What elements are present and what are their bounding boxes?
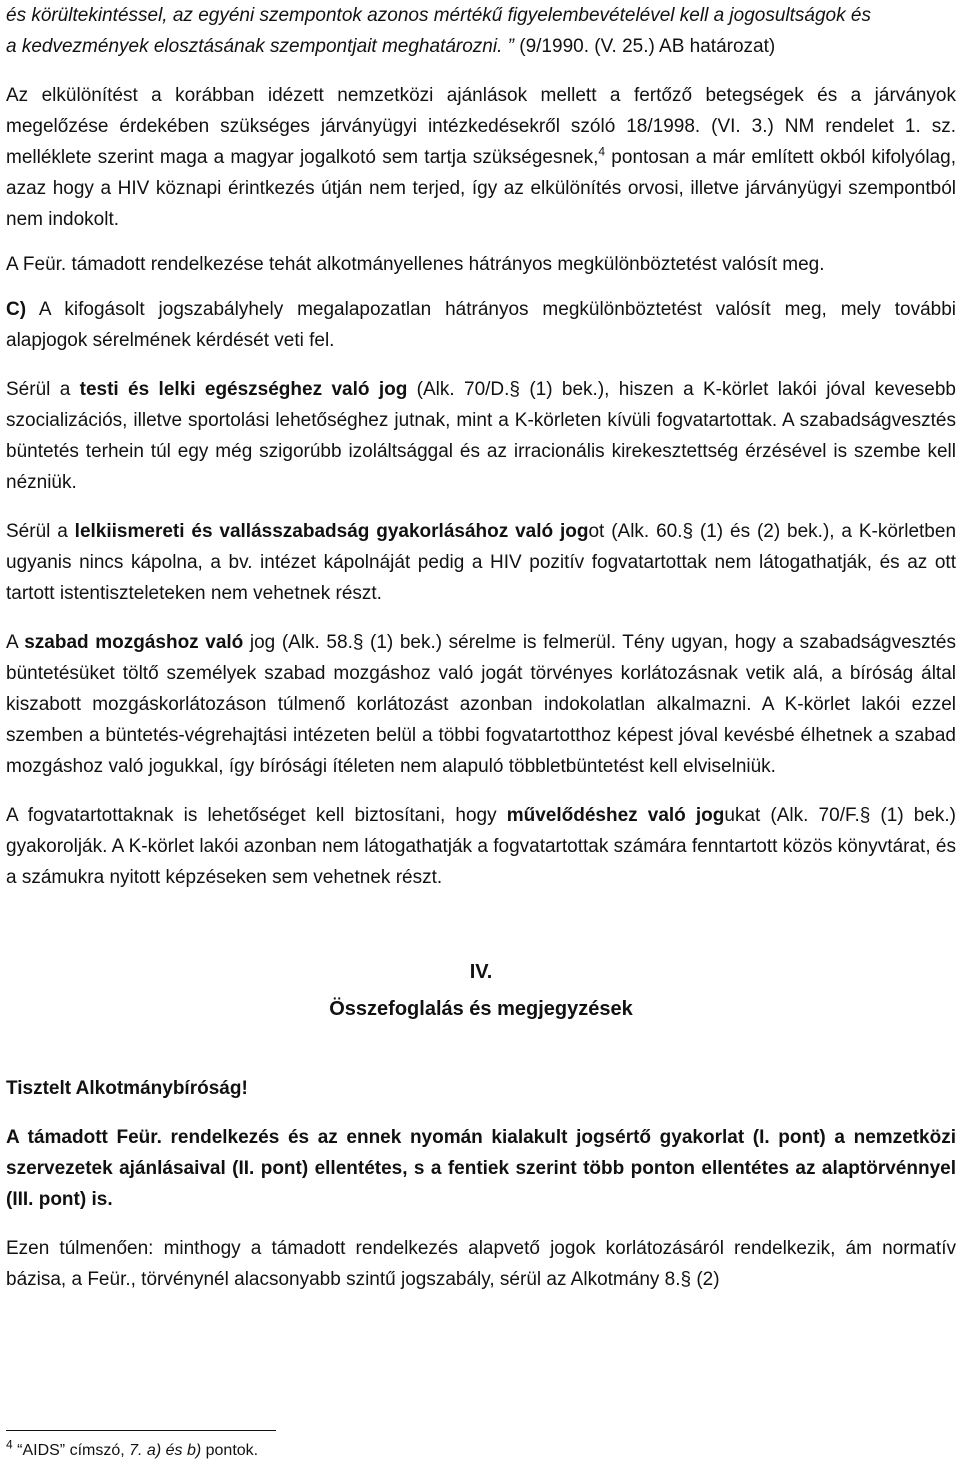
paragraph-health-c: (Alk. 70/D.§ (1) bek.), hiszen a K-körlet lakói jóval kevesebb szocializációs, illetve sportolási lehetőséghez jutnak, mint a K-körleten kívüli fogvatartottak. A szabadságvesztés büntetés terhein túl egy még szigorúbb izoláltsággal és az irracionális kirekesztettség érzésével is szembe kell nézniük. xyxy=(6,379,957,493)
paragraph-top xyxy=(6,0,956,62)
paragraph-beyond: Ezen túlmenően: minthogy a támadott rendelkezés alapvető jogok korlátozásáról rendelkezik, ám normatív bázisa, a Feür., törvénynél alacsonyabb szintű jogszabály, sérül az Alkotmány 8.§ (2) xyxy=(6,1238,956,1290)
paragraph-conscience-c: ot (Alk. 60.§ (1) és (2) bek.), a K-körletben ugyanis nincs kápolna, a bv. intézet kápolnáját pedig a HIV pozitív fogvatartottak nem látogathatják, és az ott tartott istentiszteleteken nem vehetnek részt. xyxy=(6,521,957,604)
footnote-text-a: “AIDS” címszó, xyxy=(12,1442,130,1459)
footnote xyxy=(6,1437,259,1462)
document-page xyxy=(6,0,956,1295)
salutation: Tisztelt Alkotmánybíróság! xyxy=(6,1078,248,1099)
paragraph-conscience xyxy=(6,516,956,609)
footnote-number: 4 xyxy=(6,1437,13,1452)
paragraph-c-text: A kifogásolt jogszabályhely megalapozatlan hátrányos megkülönböztetést valósít meg, mely további alapjogok sérelmének kérdését veti fel. xyxy=(6,299,956,351)
right-conscience: lelkiismereti és vallásszabadság gyakorlásához való jog xyxy=(74,521,589,542)
section-label-c: C) xyxy=(6,299,27,320)
paragraph-c xyxy=(6,294,956,356)
footnote-text-b: 7. a) és b) xyxy=(129,1442,202,1459)
paragraph-feur: A Feür. támadott rendelkezése tehát alkotmányellenes hátrányos megkülönböztetést valósít meg. xyxy=(6,254,825,275)
quote-line-2: a kedvezmények elosztásának szempontjait meghatározni. ” xyxy=(6,36,514,57)
quote-line-1: és körültekintéssel, az egyéni szempontok azonos mértékű figyelembevételével kell a jogosultságok és xyxy=(6,5,871,26)
footnote-ref[interactable]: 4 xyxy=(598,144,606,159)
paragraph-culture-a: A fogvatartottaknak is lehetőséget kell biztosítani, hogy xyxy=(6,805,507,826)
footnote-text-c: pontok. xyxy=(201,1442,259,1459)
paragraph-isolation xyxy=(6,80,956,235)
paragraph-movement-a: A xyxy=(6,632,25,653)
paragraph-isolation-text-b: pontosan a már említett okból kifolyólag, azaz hogy a HIV köznapi érintkezés útján nem terjed, így az elkülönítés orvosi, illetve járványügyi szempontból nem indokolt. xyxy=(6,147,956,230)
citation: (9/1990. (V. 25.) AB határozat) xyxy=(513,36,776,57)
paragraph-summary: A támadott Feür. rendelkezés és az ennek nyomán kialakult jogsértő gyakorlat (I. pont) a nemzetközi szervezetek ajánlásaival (II. pont) ellentétes, s a fentiek szerint több ponton ellentétes az alaptörvénnyel (III. pont) is. xyxy=(6,1127,956,1210)
paragraph-culture xyxy=(6,800,956,893)
right-movement: szabad mozgáshoz való xyxy=(24,632,244,653)
paragraph-movement xyxy=(6,627,956,782)
paragraph-health xyxy=(6,374,956,498)
right-culture: művelődéshez való jog xyxy=(506,805,725,826)
paragraph-movement-c: jog (Alk. 58.§ (1) bek.) sérelme is felmerül. Tény ugyan, hogy a szabadságvesztés büntetésüket töltő személyek szabad mozgáshoz való jogát törvényes korlátozásnak vetik alá, a bíróság által kiszabott mozgáskorlátozáson túlmenő korlátozást azonban indokolatlan alkalmazni. A K-körlet lakói ezzel szemben a büntetés-végrehajtási intézeten belül a többi fogvatartotthoz képest jóval kevésbé élhetnek a szabad mozgáshoz való jogukkal, így bírósági ítéleten nem alapuló többletbüntetést kell elviselniük. xyxy=(6,632,956,777)
paragraph-culture-c: ukat (Alk. 70/F.§ (1) bek.) gyakorolják. A K-körlet lakói azonban nem látogathatják a fogvatartottak számára fenntartott közös könyvtárat, és a számukra nyitott képzéseken sem vehetnek részt. xyxy=(6,805,957,888)
paragraph-health-a: Sérül a xyxy=(6,379,80,400)
paragraph-conscience-a: Sérül a xyxy=(6,521,75,542)
right-health: testi és lelki egészséghez való jog xyxy=(79,379,408,400)
footnote-divider xyxy=(6,1430,276,1431)
section-number: IV. xyxy=(469,961,493,983)
paragraph-isolation-text-a: Az elkülönítést a korábban idézett nemzetközi ajánlások mellett a fertőző betegségek és a járványok megelőzése érdekében szükséges járványügyi intézkedésekről szóló 18/1998. (VI. 3.) NM rendelet 1. sz. melléklete szerint maga a magyar jogalkotó sem tartja szükségesnek, xyxy=(6,85,956,168)
section-title: Összefoglalás és megjegyzések xyxy=(329,998,633,1020)
